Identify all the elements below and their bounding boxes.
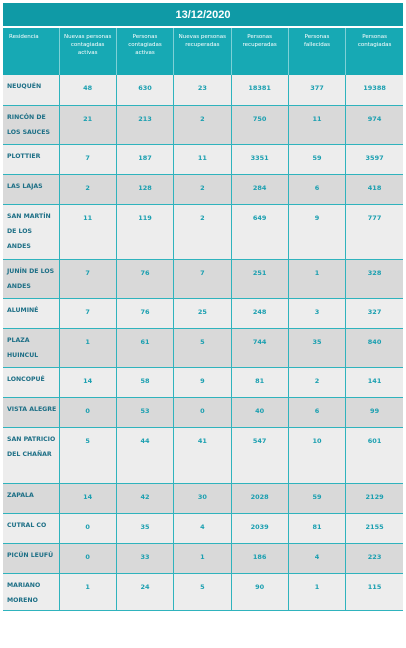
- cell-contagiadas-activas: 53: [116, 397, 173, 427]
- cell-contagiadas-activas: 58: [116, 367, 173, 397]
- cell-contagiadas-activas: 119: [116, 204, 173, 259]
- cell-nuevas-recuperadas: 1: [174, 543, 231, 573]
- cell-contagiadas: 141: [346, 367, 403, 397]
- cell-recuperadas: 40: [231, 397, 288, 427]
- cell-fallecidas: 6: [288, 174, 345, 204]
- cell-nuevas-recuperadas: 5: [174, 328, 231, 367]
- cell-contagiadas: 328: [346, 259, 403, 298]
- cell-contagiadas: 115: [346, 573, 403, 610]
- cell-residencia: CUTRAL CO: [3, 513, 59, 543]
- table-row: [3, 513, 403, 543]
- cell-recuperadas: 90: [231, 573, 288, 610]
- cell-contagiadas-activas: 630: [116, 75, 173, 105]
- cell-residencia: PLOTTIER: [3, 144, 59, 174]
- cell-contagiadas-activas: 187: [116, 144, 173, 174]
- header-nuevas-contagiadas-activas: Nuevas personas contagiadas activas: [59, 28, 116, 75]
- cell-fallecidas: 1: [288, 259, 345, 298]
- cell-contagiadas: 19388: [346, 75, 403, 105]
- cell-nuevas-recuperadas: 7: [174, 259, 231, 298]
- table-row: [3, 204, 403, 259]
- cell-nuevas-contagiadas-activas: 7: [59, 298, 116, 328]
- table-row: [3, 259, 403, 298]
- cell-nuevas-contagiadas-activas: 5: [59, 427, 116, 483]
- cell-contagiadas: 777: [346, 204, 403, 259]
- cell-residencia: ZAPALA: [3, 483, 59, 513]
- cell-contagiadas-activas: 42: [116, 483, 173, 513]
- table-row: [3, 427, 403, 483]
- cell-nuevas-contagiadas-activas: 11: [59, 204, 116, 259]
- cell-residencia: PLAZA HUINCUL: [3, 328, 59, 367]
- cell-recuperadas: 186: [231, 543, 288, 573]
- cell-nuevas-contagiadas-activas: 7: [59, 144, 116, 174]
- cell-residencia: MARIANO MORENO: [3, 573, 59, 610]
- cell-nuevas-recuperadas: 5: [174, 573, 231, 610]
- cell-fallecidas: 81: [288, 513, 345, 543]
- header-residencia: Residencia: [3, 28, 59, 75]
- cell-recuperadas: 3351: [231, 144, 288, 174]
- cell-nuevas-contagiadas-activas: 1: [59, 573, 116, 610]
- cell-nuevas-recuperadas: 4: [174, 513, 231, 543]
- cell-fallecidas: 35: [288, 328, 345, 367]
- cell-contagiadas: 840: [346, 328, 403, 367]
- cell-nuevas-contagiadas-activas: 14: [59, 367, 116, 397]
- report-date-title: 13/12/2020: [3, 3, 403, 28]
- cell-nuevas-contagiadas-activas: 14: [59, 483, 116, 513]
- cell-contagiadas-activas: 213: [116, 105, 173, 144]
- cell-fallecidas: 59: [288, 144, 345, 174]
- table-row: [3, 144, 403, 174]
- table-body: [3, 75, 403, 610]
- table-row: [3, 367, 403, 397]
- cell-contagiadas: 974: [346, 105, 403, 144]
- cell-fallecidas: 1: [288, 573, 345, 610]
- cell-recuperadas: 248: [231, 298, 288, 328]
- cell-residencia: ALUMINÉ: [3, 298, 59, 328]
- cell-residencia: LAS LAJAS: [3, 174, 59, 204]
- cell-residencia: LONCOPUÉ: [3, 367, 59, 397]
- table-row: [3, 573, 403, 610]
- cell-residencia: VISTA ALEGRE: [3, 397, 59, 427]
- cell-contagiadas: 327: [346, 298, 403, 328]
- cell-nuevas-recuperadas: 25: [174, 298, 231, 328]
- cases-by-residence-table: [3, 28, 403, 611]
- cell-nuevas-recuperadas: 2: [174, 204, 231, 259]
- table-row: [3, 397, 403, 427]
- cell-contagiadas-activas: 76: [116, 298, 173, 328]
- cell-contagiadas-activas: 128: [116, 174, 173, 204]
- cell-recuperadas: 284: [231, 174, 288, 204]
- cell-contagiadas-activas: 33: [116, 543, 173, 573]
- cell-residencia: JUNÍN DE LOS ANDES: [3, 259, 59, 298]
- table-row: [3, 174, 403, 204]
- cell-contagiadas: 2155: [346, 513, 403, 543]
- table-row: [3, 298, 403, 328]
- cell-contagiadas-activas: 24: [116, 573, 173, 610]
- cell-nuevas-recuperadas: 30: [174, 483, 231, 513]
- cell-recuperadas: 251: [231, 259, 288, 298]
- table-row: [3, 483, 403, 513]
- cell-recuperadas: 2039: [231, 513, 288, 543]
- cell-recuperadas: 750: [231, 105, 288, 144]
- cell-nuevas-contagiadas-activas: 48: [59, 75, 116, 105]
- cell-recuperadas: 649: [231, 204, 288, 259]
- cell-fallecidas: 4: [288, 543, 345, 573]
- header-fallecidas: Personas fallecidas: [288, 28, 345, 75]
- cell-fallecidas: 11: [288, 105, 345, 144]
- cell-recuperadas: 744: [231, 328, 288, 367]
- cell-contagiadas: 2129: [346, 483, 403, 513]
- cell-contagiadas-activas: 35: [116, 513, 173, 543]
- cell-nuevas-contagiadas-activas: 21: [59, 105, 116, 144]
- cell-contagiadas: 3597: [346, 144, 403, 174]
- header-contagiadas: Personas contagiadas: [346, 28, 403, 75]
- cell-contagiadas-activas: 44: [116, 427, 173, 483]
- cell-contagiadas: 418: [346, 174, 403, 204]
- table-row: [3, 328, 403, 367]
- cell-nuevas-contagiadas-activas: 0: [59, 397, 116, 427]
- cell-nuevas-recuperadas: 23: [174, 75, 231, 105]
- cell-fallecidas: 10: [288, 427, 345, 483]
- cell-recuperadas: 547: [231, 427, 288, 483]
- cell-nuevas-contagiadas-activas: 1: [59, 328, 116, 367]
- header-recuperadas: Personas recuperadas: [231, 28, 288, 75]
- cell-residencia: RINCÓN DE LOS SAUCES: [3, 105, 59, 144]
- table-row: [3, 75, 403, 105]
- table-row: [3, 543, 403, 573]
- header-contagiadas-activas: Personas contagiadas activas: [116, 28, 173, 75]
- cell-residencia: NEUQUÉN: [3, 75, 59, 105]
- cell-nuevas-contagiadas-activas: 0: [59, 513, 116, 543]
- cell-recuperadas: 18381: [231, 75, 288, 105]
- cell-fallecidas: 59: [288, 483, 345, 513]
- cell-nuevas-contagiadas-activas: 7: [59, 259, 116, 298]
- cell-contagiadas: 223: [346, 543, 403, 573]
- cell-nuevas-contagiadas-activas: 2: [59, 174, 116, 204]
- cell-residencia: SAN MARTÍN DE LOS ANDES: [3, 204, 59, 259]
- cell-nuevas-recuperadas: 0: [174, 397, 231, 427]
- cell-contagiadas: 99: [346, 397, 403, 427]
- cell-nuevas-recuperadas: 11: [174, 144, 231, 174]
- cell-fallecidas: 6: [288, 397, 345, 427]
- header-nuevas-recuperadas: Nuevas personas recuperadas: [174, 28, 231, 75]
- table-row: [3, 105, 403, 144]
- cell-contagiadas: 601: [346, 427, 403, 483]
- cell-fallecidas: 9: [288, 204, 345, 259]
- table-header-row: [3, 28, 403, 75]
- cell-contagiadas-activas: 76: [116, 259, 173, 298]
- cell-nuevas-recuperadas: 41: [174, 427, 231, 483]
- cell-nuevas-contagiadas-activas: 0: [59, 543, 116, 573]
- cell-residencia: SAN PATRICIO DEL CHAÑAR: [3, 427, 59, 483]
- cell-residencia: PICÚN LEUFÚ: [3, 543, 59, 573]
- cell-recuperadas: 81: [231, 367, 288, 397]
- cell-nuevas-recuperadas: 2: [174, 105, 231, 144]
- cell-recuperadas: 2028: [231, 483, 288, 513]
- cell-fallecidas: 3: [288, 298, 345, 328]
- cell-nuevas-recuperadas: 9: [174, 367, 231, 397]
- cell-contagiadas-activas: 61: [116, 328, 173, 367]
- cell-fallecidas: 2: [288, 367, 345, 397]
- covid-report-sheet: [3, 3, 403, 611]
- cell-fallecidas: 377: [288, 75, 345, 105]
- cell-nuevas-recuperadas: 2: [174, 174, 231, 204]
